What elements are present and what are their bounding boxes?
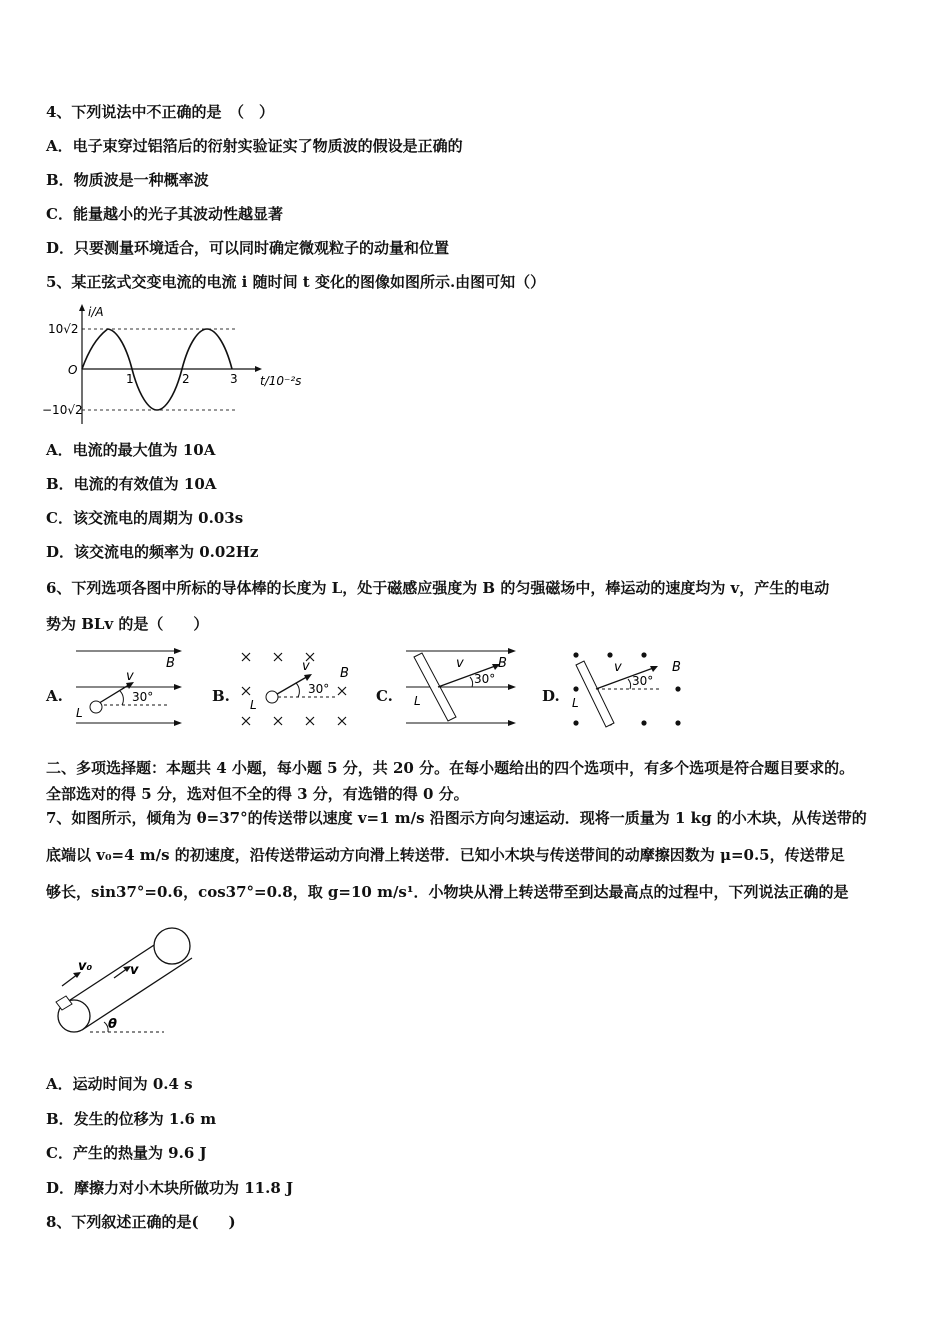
q5-option-b: B．电流的有效值为 10A [46, 475, 217, 493]
q7-option-b: B．发生的位移为 1.6 m [46, 1110, 217, 1128]
q7-line3: 够长，sin37°=0.6，cos37°=0.8，取 g=10 m/s¹．小物块从滑上转送带至到达最高点的过程中，下列说法正确的是 [46, 883, 849, 901]
q4-option-a: A．电子束穿过铝箔后的衍射实验证实了物质波的假设是正确的 [46, 137, 463, 155]
q4-option-d: D．只要测量环境适合，可以同时确定微观粒子的动量和位置 [46, 239, 450, 257]
q7-fig-v: v [130, 963, 139, 978]
q5-option-a: A．电流的最大值为 10A [46, 441, 216, 459]
q6-fig-c-B: B [498, 656, 507, 671]
q7-fig-theta: θ [108, 1017, 117, 1032]
q6-stem-line1: 6、下列选项各图中所标的导体棒的长度为 L，处于磁感应强度为 B 的匀强磁场中，棒运动的速度均为 v，产生的电动 [46, 579, 830, 597]
q5-tick-1: 1 [126, 372, 134, 386]
q6-fig-d-L: L [572, 696, 579, 710]
q5-ymax-label: 10√2 [48, 322, 79, 336]
section2-line1: 二、多项选择题：本题共 4 小题，每小题 5 分，共 20 分。在每小题给出的四个选项中，有多个选项是符合题目要求的。 [46, 759, 855, 777]
q6-fig-c [400, 645, 522, 727]
q5-xlabel: t/10⁻²s [260, 374, 302, 388]
q5-ymin-label: −10√2 [42, 403, 83, 417]
q6-fig-a-L: L [76, 706, 83, 720]
q6-fig-b-angle: 30° [308, 682, 330, 696]
q6-fig-b-L: L [250, 698, 257, 712]
q6-fig-c-label: C. [376, 687, 393, 705]
q5-option-c: C．该交流电的周期为 0.03s [46, 509, 244, 527]
q6-fig-c-v: v [456, 656, 464, 671]
q4-stem: 4、下列说法中不正确的是 （ ） [46, 103, 274, 121]
q7-option-c: C．产生的热量为 9.6 J [46, 1144, 207, 1162]
q6-fig-a-B: B [166, 656, 175, 671]
q6-fig-a-angle: 30° [132, 690, 154, 704]
q6-fig-b-B: B [340, 666, 349, 681]
q7-conveyor-figure [44, 918, 204, 1042]
q7-line2: 底端以 v₀=4 m/s 的初速度，沿传送带运动方向滑上转送带．已知小木块与传送带间的动摩擦因数为 μ=0.5，传送带足 [46, 846, 845, 864]
q6-fig-d-label: D. [542, 687, 560, 705]
q6-fig-a-label: A. [46, 687, 63, 705]
q8-stem: 8、下列叙述正确的是( ) [46, 1213, 236, 1231]
q6-fig-d-angle: 30° [632, 674, 654, 688]
q6-stem-line2: 势为 BLv 的是（ ） [46, 615, 209, 633]
q4-option-c: C．能量越小的光子其波动性越显著 [46, 205, 283, 223]
q7-fig-v0: v₀ [78, 959, 93, 974]
q5-sine-graph [40, 302, 320, 430]
q7-option-d: D．摩擦力对小木块所做功为 11.8 J [46, 1179, 294, 1197]
q6-fig-c-angle: 30° [474, 672, 496, 686]
q4-option-b: B．物质波是一种概率波 [46, 171, 209, 189]
q5-origin-label: O [68, 363, 78, 377]
q7-line1: 7、如图所示，倾角为 θ=37°的传送带以速度 v=1 m/s 沿图示方向匀速运动．现将一质量为 1 kg 的小木块，从传送带的 [46, 809, 867, 827]
q5-option-d: D．该交流电的频率为 0.02Hz [46, 543, 259, 561]
q5-tick-3: 3 [230, 372, 238, 386]
q6-fig-a-v: v [126, 669, 134, 684]
q6-fig-b [236, 645, 358, 727]
q6-fig-d [566, 645, 690, 731]
q7-option-a: A．运动时间为 0.4 s [46, 1075, 193, 1093]
q6-fig-d-B: B [672, 660, 681, 675]
q5-stem: 5、某正弦式交变电流的电流 i 随时间 t 变化的图像如图所示.由图可知（） [46, 273, 546, 291]
q6-fig-a [70, 645, 190, 727]
q5-ylabel: i/A [88, 305, 104, 319]
section2-line2: 全部选对的得 5 分，选对但不全的得 3 分，有选错的得 0 分。 [46, 785, 469, 803]
q6-fig-b-label: B. [212, 687, 230, 705]
q6-fig-d-v: v [614, 660, 622, 675]
q6-fig-c-L: L [414, 694, 421, 708]
q5-tick-2: 2 [182, 372, 190, 386]
q6-fig-b-v: v [302, 659, 310, 674]
